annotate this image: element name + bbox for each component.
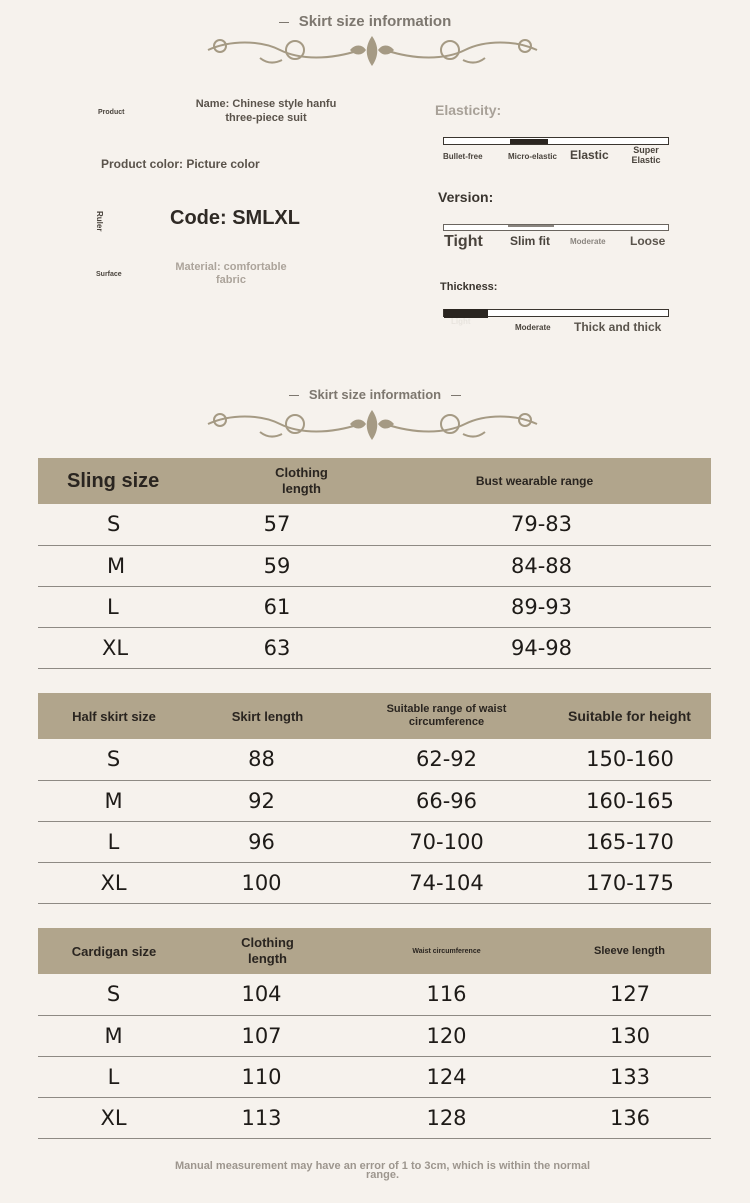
table-row	[38, 545, 711, 586]
version-option-tight: Tight	[444, 233, 483, 250]
table-row	[38, 821, 711, 862]
section-dash-right	[451, 395, 461, 396]
cell-size: M	[38, 780, 190, 821]
table-row	[38, 1056, 711, 1097]
header-sleeve-length: Sleeve length	[594, 945, 665, 957]
page-title-text: Skirt size information	[298, 13, 452, 30]
elasticity-indicator	[510, 139, 548, 144]
sling-size-table	[38, 458, 711, 669]
cell-waist: 120	[370, 1015, 523, 1056]
cell-size: L	[38, 821, 190, 862]
half-skirt-size-table	[38, 693, 711, 904]
header-bust-range: Bust wearable range	[475, 474, 594, 488]
cell-size: S	[38, 504, 190, 545]
header-waist-range: Suitable range of waist circumference	[386, 703, 507, 728]
section-dash-left	[289, 395, 299, 396]
elasticity-option-micro-elastic: Micro-elastic	[508, 152, 557, 161]
product-label: Product	[98, 109, 125, 116]
page-title	[0, 13, 750, 30]
table-row	[38, 739, 711, 780]
cell-size: XL	[38, 627, 190, 668]
cell-waist: 124	[370, 1056, 523, 1097]
thickness-title: Thickness:	[440, 281, 498, 293]
elasticity-scale	[443, 137, 669, 145]
section-title-text: Skirt size information	[308, 387, 442, 402]
version-option-slim-fit: Slim fit	[510, 234, 551, 248]
table-row	[38, 780, 711, 821]
cell-waist: 70-100	[370, 821, 523, 862]
cell-size: XL	[38, 862, 190, 903]
cell-size: S	[38, 974, 190, 1015]
header-clothing-length: Clothing length	[241, 935, 294, 966]
cell-length: 110	[190, 1056, 370, 1097]
header-cardigan-size: Cardigan size	[71, 943, 157, 959]
table-row	[38, 586, 711, 627]
version-option-moderate: Moderate	[570, 237, 606, 246]
table-row	[38, 627, 711, 668]
cell-waist: 74-104	[370, 862, 523, 903]
thickness-option-light: Light	[451, 317, 471, 326]
header-waist-circumference: Waist circumference	[412, 947, 481, 955]
elasticity-title: Elasticity:	[435, 102, 502, 118]
cell-size: L	[38, 1056, 190, 1097]
table-row	[38, 974, 711, 1015]
section-title	[0, 387, 750, 402]
elasticity-option-super-elastic: Super Elastic	[631, 145, 661, 165]
version-indicator	[508, 225, 554, 227]
cell-size: XL	[38, 1097, 190, 1138]
cell-length: 61	[190, 586, 438, 627]
thickness-option-moderate: Moderate	[515, 323, 551, 332]
cell-size: S	[38, 739, 190, 780]
cell-bust: 89-93	[438, 586, 711, 627]
version-title: Version:	[438, 189, 494, 205]
header-half-skirt-size: Half skirt size	[72, 708, 156, 724]
table-header-row	[38, 458, 711, 504]
cell-bust: 79-83	[438, 504, 711, 545]
product-code: Code: SMLXL	[170, 207, 300, 229]
table-row	[38, 862, 711, 903]
product-name: Name: Chinese style hanfu three-piece suit	[195, 98, 337, 124]
header-sling-size: Sling size	[67, 469, 160, 492]
cell-size: L	[38, 586, 190, 627]
cell-size: M	[38, 1015, 190, 1056]
cell-size: M	[38, 545, 190, 586]
cell-sleeve: 133	[523, 1056, 711, 1097]
thickness-option-thick: Thick and thick	[574, 320, 662, 334]
product-color: Product color: Picture color	[101, 157, 260, 171]
material-text: Material: comfortable fabric	[175, 261, 287, 286]
cell-length: 100	[190, 862, 370, 903]
ornament-divider-middle	[200, 406, 545, 442]
title-dash-left	[279, 22, 289, 23]
cell-length: 96	[190, 821, 370, 862]
thickness-scale	[443, 309, 669, 317]
table-row	[38, 1015, 711, 1056]
cell-length: 104	[190, 974, 370, 1015]
cell-length: 113	[190, 1097, 370, 1138]
version-option-loose: Loose	[630, 234, 666, 248]
header-skirt-length: Skirt length	[231, 708, 304, 724]
cell-height: 150-160	[523, 739, 711, 780]
cell-sleeve: 130	[523, 1015, 711, 1056]
cell-length: 107	[190, 1015, 370, 1056]
cell-height: 170-175	[523, 862, 711, 903]
header-clothing-length: Clothing length	[275, 465, 328, 496]
cell-length: 59	[190, 545, 438, 586]
cell-length: 63	[190, 627, 438, 668]
ruler-label: Ruler	[95, 211, 104, 232]
cell-bust: 94-98	[438, 627, 711, 668]
table-header-row	[38, 693, 711, 739]
cell-length: 92	[190, 780, 370, 821]
cell-waist: 116	[370, 974, 523, 1015]
table-row	[38, 1097, 711, 1138]
header-suitable-height: Suitable for height	[568, 707, 691, 724]
cell-height: 165-170	[523, 821, 711, 862]
cell-waist: 62-92	[370, 739, 523, 780]
cell-sleeve: 136	[523, 1097, 711, 1138]
cell-length: 88	[190, 739, 370, 780]
cell-length: 57	[190, 504, 438, 545]
surface-label: Surface	[96, 271, 122, 278]
cell-bust: 84-88	[438, 545, 711, 586]
elasticity-option-elastic: Elastic	[570, 148, 609, 162]
table-row	[38, 504, 711, 545]
elasticity-option-bullet-free: Bullet-free	[443, 152, 483, 161]
cell-waist: 66-96	[370, 780, 523, 821]
cell-waist: 128	[370, 1097, 523, 1138]
table-header-row	[38, 928, 711, 974]
ornament-divider-top	[200, 32, 545, 68]
version-scale	[443, 224, 669, 231]
footer-note: Manual measurement may have an error of 1 to 3cm, which is within the normal range.	[174, 1160, 591, 1181]
cell-height: 160-165	[523, 780, 711, 821]
cell-sleeve: 127	[523, 974, 711, 1015]
cardigan-size-table	[38, 928, 711, 1139]
